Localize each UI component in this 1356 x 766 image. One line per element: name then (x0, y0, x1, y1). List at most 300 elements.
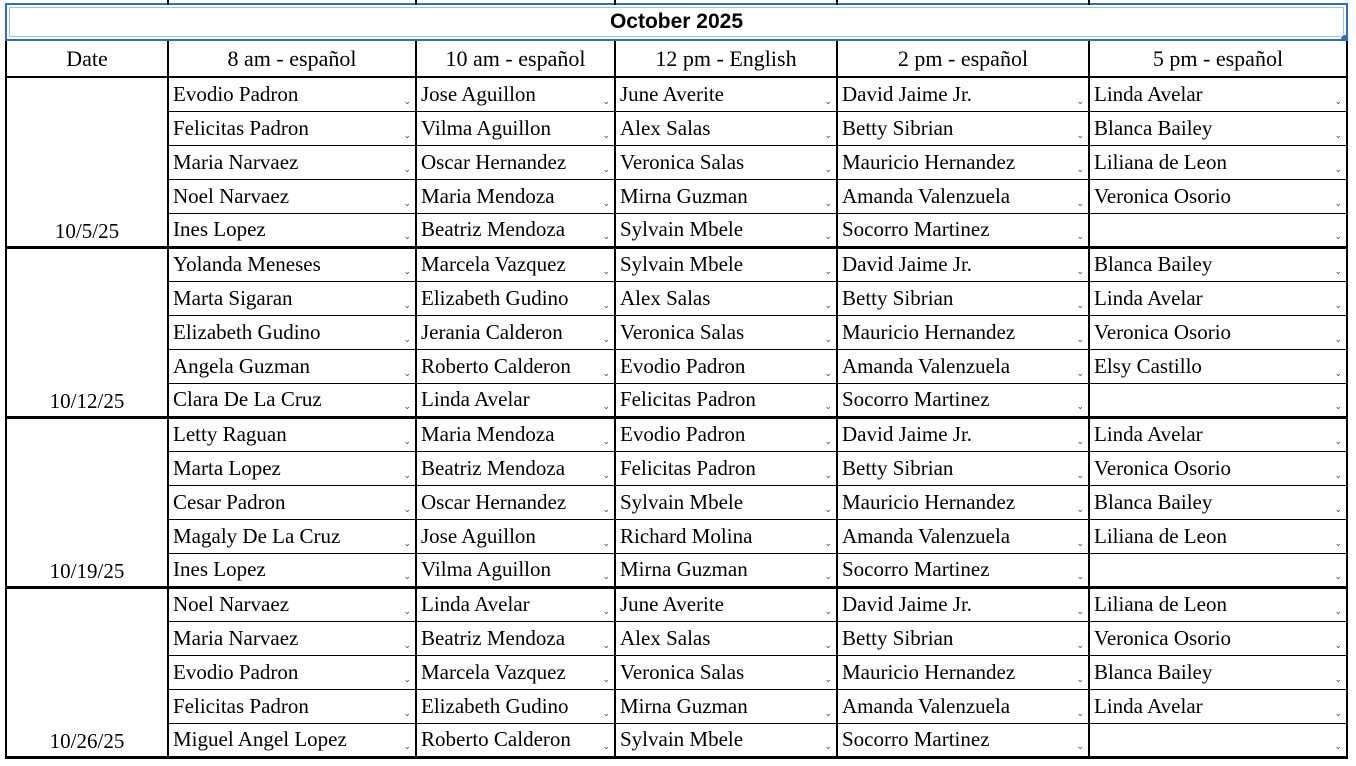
chevron-down-icon[interactable]: ⌄ (1076, 571, 1084, 582)
chevron-down-icon[interactable]: ⌄ (1334, 401, 1342, 412)
dropdown-cell-5pm[interactable] (1089, 281, 1347, 315)
cell-content (417, 486, 614, 519)
dropdown-cell-5pm[interactable] (1089, 145, 1347, 179)
dropdown-cell-12pm[interactable] (615, 553, 837, 587)
dropdown-cell-10am[interactable] (416, 723, 615, 757)
dropdown-cell-8am[interactable] (168, 723, 416, 757)
dropdown-cell-8am[interactable] (168, 519, 416, 553)
dropdown-cell-5pm[interactable] (1089, 723, 1347, 757)
header-8am[interactable]: 8 am - español (168, 40, 416, 77)
cell-content (1090, 249, 1346, 281)
cell-content (169, 486, 415, 519)
chevron-down-icon[interactable]: ⌄ (602, 674, 610, 685)
date-cell[interactable] (6, 315, 168, 349)
volunteer-name: Angela Guzman (173, 353, 311, 378)
dropdown-cell-8am[interactable] (168, 281, 416, 315)
cell-content (169, 146, 415, 179)
chevron-down-icon[interactable]: ⌄ (602, 640, 610, 651)
dropdown-cell-12pm[interactable] (615, 689, 837, 723)
dropdown-cell-5pm[interactable] (1089, 77, 1347, 111)
date-cell[interactable] (6, 179, 168, 213)
chevron-down-icon[interactable]: ⌄ (1076, 538, 1084, 549)
chevron-down-icon[interactable]: ⌄ (824, 674, 832, 685)
header-2pm[interactable]: 2 pm - español (837, 40, 1089, 77)
dropdown-cell-2pm[interactable] (837, 689, 1089, 723)
chevron-down-icon[interactable]: ⌄ (1334, 334, 1342, 345)
cell-content (169, 656, 415, 689)
dropdown-cell-8am[interactable] (168, 315, 416, 349)
volunteer-name: Sylvain Mbele (620, 217, 744, 241)
dropdown-cell-5pm[interactable] (1089, 213, 1347, 247)
dropdown-cell-10am[interactable] (416, 621, 615, 655)
chevron-down-icon[interactable]: ⌄ (602, 606, 610, 617)
chevron-down-icon[interactable]: ⌄ (824, 334, 832, 345)
volunteer-name: Linda Avelar (1094, 693, 1203, 718)
cell-content (417, 724, 614, 756)
dropdown-cell-2pm[interactable] (837, 655, 1089, 689)
chevron-down-icon[interactable]: ⌄ (1334, 164, 1342, 175)
chevron-down-icon[interactable]: ⌄ (602, 164, 610, 175)
chevron-down-icon[interactable]: ⌄ (1334, 266, 1342, 277)
dropdown-cell-10am[interactable] (416, 655, 615, 689)
dropdown-cell-12pm[interactable] (615, 723, 837, 757)
date-cell[interactable] (6, 485, 168, 519)
chevron-down-icon[interactable]: ⌄ (1076, 674, 1084, 685)
dropdown-cell-10am[interactable] (416, 145, 615, 179)
dropdown-cell-5pm[interactable] (1089, 111, 1347, 145)
dropdown-cell-5pm[interactable] (1089, 179, 1347, 213)
volunteer-name: Amanda Valenzuela (842, 523, 1011, 548)
chevron-down-icon[interactable]: ⌄ (824, 198, 832, 209)
dropdown-cell-12pm[interactable] (615, 145, 837, 179)
date-label: 10/5/25 (54, 218, 120, 243)
volunteer-name: Liliana de Leon (1094, 592, 1227, 616)
dropdown-cell-5pm[interactable] (1089, 383, 1347, 417)
dropdown-cell-8am[interactable] (168, 485, 416, 519)
dropdown-cell-12pm[interactable] (615, 519, 837, 553)
volunteer-name: Linda Avelar (1094, 422, 1203, 446)
dropdown-cell-2pm[interactable] (837, 247, 1089, 281)
chevron-down-icon[interactable]: ⌄ (403, 198, 411, 209)
dropdown-cell-8am[interactable] (168, 451, 416, 485)
header-date[interactable]: Date (6, 40, 168, 77)
chevron-down-icon[interactable]: ⌄ (1334, 198, 1342, 209)
cell-content (1090, 146, 1346, 179)
chevron-down-icon[interactable]: ⌄ (1076, 130, 1084, 141)
date-cell[interactable] (6, 553, 168, 587)
chevron-down-icon[interactable]: ⌄ (1334, 538, 1342, 549)
dropdown-cell-2pm[interactable] (837, 179, 1089, 213)
chevron-down-icon[interactable]: ⌄ (602, 436, 610, 447)
cell-content (616, 78, 836, 111)
dropdown-cell-2pm[interactable] (837, 621, 1089, 655)
volunteer-name: Letty Raguan (173, 422, 287, 446)
table-row (6, 485, 1347, 519)
dropdown-cell-12pm[interactable] (615, 621, 837, 655)
volunteer-name: Jerania Calderon (421, 319, 563, 344)
chevron-down-icon[interactable]: ⌄ (602, 231, 610, 242)
dropdown-cell-8am[interactable] (168, 179, 416, 213)
chevron-down-icon[interactable]: ⌄ (403, 401, 411, 412)
table-row (6, 553, 1347, 587)
chevron-down-icon[interactable]: ⌄ (824, 741, 832, 752)
chevron-down-icon[interactable]: ⌄ (824, 708, 832, 719)
chevron-down-icon[interactable]: ⌄ (602, 96, 610, 107)
chevron-down-icon[interactable]: ⌄ (403, 231, 411, 242)
header-5pm[interactable]: 5 pm - español (1089, 40, 1347, 77)
volunteer-name: Mirna Guzman (620, 183, 748, 208)
chevron-down-icon[interactable]: ⌄ (824, 368, 832, 379)
chevron-down-icon[interactable]: ⌄ (1334, 504, 1342, 515)
dropdown-cell-2pm[interactable] (837, 417, 1089, 451)
chevron-down-icon[interactable]: ⌄ (1076, 436, 1084, 447)
dropdown-cell-8am[interactable] (168, 383, 416, 417)
chevron-down-icon[interactable]: ⌄ (602, 368, 610, 379)
dropdown-cell-8am[interactable] (168, 349, 416, 383)
cell-content (838, 112, 1088, 145)
chevron-down-icon[interactable]: ⌄ (403, 266, 411, 277)
dropdown-cell-2pm[interactable] (837, 519, 1089, 553)
chevron-down-icon[interactable]: ⌄ (824, 401, 832, 412)
date-cell[interactable] (6, 77, 168, 111)
table-row (6, 587, 1347, 621)
dropdown-cell-8am[interactable] (168, 553, 416, 587)
volunteer-name: Roberto Calderon (421, 727, 571, 751)
chevron-down-icon[interactable]: ⌄ (1334, 470, 1342, 481)
dropdown-cell-8am[interactable] (168, 145, 416, 179)
chevron-down-icon[interactable]: ⌄ (824, 164, 832, 175)
volunteer-name: Amanda Valenzuela (842, 183, 1011, 208)
chevron-down-icon[interactable]: ⌄ (1076, 708, 1084, 719)
chevron-down-icon[interactable]: ⌄ (1334, 231, 1342, 242)
chevron-down-icon[interactable]: ⌄ (1076, 164, 1084, 175)
dropdown-cell-2pm[interactable] (837, 553, 1089, 587)
dropdown-cell-2pm[interactable] (837, 145, 1089, 179)
dropdown-cell-5pm[interactable] (1089, 621, 1347, 655)
dropdown-cell-2pm[interactable] (837, 213, 1089, 247)
cell-content (417, 419, 614, 451)
chevron-down-icon[interactable]: ⌄ (1334, 368, 1342, 379)
cell-content (169, 78, 415, 111)
chevron-down-icon[interactable]: ⌄ (1076, 470, 1084, 481)
chevron-down-icon[interactable]: ⌄ (1334, 674, 1342, 685)
chevron-down-icon[interactable]: ⌄ (602, 538, 610, 549)
chevron-down-icon[interactable]: ⌄ (403, 674, 411, 685)
cell-content (1090, 452, 1346, 485)
dropdown-cell-8am[interactable] (168, 689, 416, 723)
chevron-down-icon[interactable]: ⌄ (602, 334, 610, 345)
chevron-down-icon[interactable]: ⌄ (824, 571, 832, 582)
dropdown-cell-10am[interactable] (416, 519, 615, 553)
chevron-down-icon[interactable]: ⌄ (403, 741, 411, 752)
cell-content (838, 724, 1088, 756)
cell-content (616, 146, 836, 179)
chevron-down-icon[interactable]: ⌄ (1076, 198, 1084, 209)
chevron-down-icon[interactable]: ⌄ (403, 708, 411, 719)
dropdown-cell-10am[interactable] (416, 451, 615, 485)
volunteer-name: Evodio Padron (173, 659, 299, 684)
dropdown-cell-8am[interactable] (168, 587, 416, 621)
header-12pm[interactable]: 12 pm - English (615, 40, 837, 77)
chevron-down-icon[interactable]: ⌄ (403, 436, 411, 447)
cell-content (616, 419, 836, 451)
chevron-down-icon[interactable]: ⌄ (403, 571, 411, 582)
volunteer-name: Mauricio Hernandez (842, 319, 1016, 344)
dropdown-cell-12pm[interactable] (615, 111, 837, 145)
dropdown-cell-5pm[interactable] (1089, 485, 1347, 519)
volunteer-name: Mirna Guzman (620, 693, 748, 718)
date-cell[interactable] (6, 247, 168, 281)
volunteer-name: Marcela Vazquez (421, 659, 566, 684)
cell-content (838, 78, 1088, 111)
title-cell[interactable] (6, 4, 1347, 40)
volunteer-name: Ines Lopez (173, 217, 266, 241)
dropdown-cell-10am[interactable] (416, 315, 615, 349)
dropdown-cell-10am[interactable] (416, 689, 615, 723)
chevron-down-icon[interactable]: ⌄ (824, 436, 832, 447)
chevron-down-icon[interactable]: ⌄ (1076, 334, 1084, 345)
dropdown-cell-5pm[interactable] (1089, 655, 1347, 689)
volunteer-name: David Jaime Jr. (842, 81, 973, 106)
date-cell[interactable] (6, 213, 168, 247)
date-cell[interactable] (6, 451, 168, 485)
dropdown-cell-10am[interactable] (416, 213, 615, 247)
chevron-down-icon[interactable]: ⌄ (1076, 368, 1084, 379)
dropdown-cell-5pm[interactable] (1089, 553, 1347, 587)
dropdown-cell-5pm[interactable] (1089, 315, 1347, 349)
cell-content (616, 690, 836, 723)
chevron-down-icon[interactable]: ⌄ (1076, 231, 1084, 242)
dropdown-cell-12pm[interactable] (615, 349, 837, 383)
dropdown-cell-12pm[interactable] (615, 281, 837, 315)
volunteer-name: Ines Lopez (173, 557, 266, 581)
volunteer-name: Mauricio Hernandez (842, 149, 1016, 174)
chevron-down-icon[interactable]: ⌄ (1334, 571, 1342, 582)
header-10am[interactable]: 10 am - español (416, 40, 615, 77)
dropdown-cell-12pm[interactable] (615, 417, 837, 451)
date-cell[interactable] (6, 145, 168, 179)
volunteer-name: Maria Narvaez (173, 149, 299, 174)
chevron-down-icon[interactable]: ⌄ (1076, 266, 1084, 277)
cell-content (417, 622, 614, 655)
date-cell[interactable] (6, 383, 168, 417)
chevron-down-icon[interactable]: ⌄ (403, 334, 411, 345)
dropdown-cell-8am[interactable] (168, 417, 416, 451)
chevron-down-icon[interactable]: ⌄ (824, 470, 832, 481)
sheet-title: October 2025 (609, 10, 744, 33)
chevron-down-icon[interactable]: ⌄ (602, 504, 610, 515)
chevron-down-icon[interactable]: ⌄ (1334, 436, 1342, 447)
chevron-down-icon[interactable]: ⌄ (824, 130, 832, 141)
date-cell[interactable] (6, 587, 168, 621)
chevron-down-icon[interactable]: ⌄ (824, 606, 832, 617)
dropdown-cell-5pm[interactable] (1089, 587, 1347, 621)
dropdown-cell-12pm[interactable] (615, 77, 837, 111)
chevron-down-icon[interactable]: ⌄ (602, 198, 610, 209)
table-row (6, 179, 1347, 213)
dropdown-cell-8am[interactable] (168, 77, 416, 111)
chevron-down-icon[interactable]: ⌄ (602, 266, 610, 277)
dropdown-cell-2pm[interactable] (837, 111, 1089, 145)
date-cell[interactable] (6, 689, 168, 723)
dropdown-cell-10am[interactable] (416, 77, 615, 111)
chevron-down-icon[interactable]: ⌄ (403, 504, 411, 515)
date-cell[interactable] (6, 281, 168, 315)
chevron-down-icon[interactable]: ⌄ (1334, 96, 1342, 107)
chevron-down-icon[interactable]: ⌄ (1334, 640, 1342, 651)
chevron-down-icon[interactable]: ⌄ (1076, 300, 1084, 311)
chevron-down-icon[interactable]: ⌄ (1076, 504, 1084, 515)
chevron-down-icon[interactable]: ⌄ (824, 96, 832, 107)
dropdown-cell-2pm[interactable] (837, 383, 1089, 417)
dropdown-cell-12pm[interactable] (615, 213, 837, 247)
chevron-down-icon[interactable]: ⌄ (403, 640, 411, 651)
volunteer-name: Blanca Bailey (1094, 252, 1213, 276)
dropdown-cell-5pm[interactable] (1089, 519, 1347, 553)
cell-content (616, 350, 836, 383)
volunteer-name: David Jaime Jr. (842, 422, 973, 446)
chevron-down-icon[interactable]: ⌄ (403, 368, 411, 379)
chevron-down-icon[interactable]: ⌄ (403, 300, 411, 311)
chevron-down-icon[interactable]: ⌄ (1076, 741, 1084, 752)
chevron-down-icon[interactable]: ⌄ (1076, 96, 1084, 107)
chevron-down-icon[interactable]: ⌄ (824, 231, 832, 242)
chevron-down-icon[interactable]: ⌄ (403, 96, 411, 107)
dropdown-cell-8am[interactable] (168, 247, 416, 281)
cell-content (838, 520, 1088, 553)
cell-content (838, 350, 1088, 383)
dropdown-cell-8am[interactable] (168, 621, 416, 655)
dropdown-cell-10am[interactable] (416, 485, 615, 519)
dropdown-cell-5pm[interactable] (1089, 417, 1347, 451)
volunteer-name: Elizabeth Gudino (421, 285, 569, 310)
volunteer-name: Veronica Osorio (1094, 455, 1232, 480)
volunteer-name: Yolanda Meneses (173, 252, 321, 276)
chevron-down-icon[interactable]: ⌄ (1334, 130, 1342, 141)
dropdown-cell-2pm[interactable] (837, 349, 1089, 383)
chevron-down-icon[interactable]: ⌄ (602, 130, 610, 141)
date-cell[interactable] (6, 723, 168, 757)
cell-content (1090, 589, 1346, 621)
cell-content (169, 316, 415, 349)
cell-content (616, 180, 836, 213)
chevron-down-icon[interactable]: ⌄ (403, 606, 411, 617)
chevron-down-icon[interactable]: ⌄ (1076, 606, 1084, 617)
chevron-down-icon[interactable]: ⌄ (602, 741, 610, 752)
dropdown-cell-2pm[interactable] (837, 315, 1089, 349)
chevron-down-icon[interactable]: ⌄ (824, 538, 832, 549)
chevron-down-icon[interactable]: ⌄ (824, 640, 832, 651)
date-cell[interactable] (6, 621, 168, 655)
cell-content (838, 589, 1088, 621)
dropdown-cell-10am[interactable] (416, 587, 615, 621)
cell-content (1090, 350, 1346, 383)
dropdown-cell-8am[interactable] (168, 111, 416, 145)
dropdown-cell-12pm[interactable] (615, 655, 837, 689)
chevron-down-icon[interactable]: ⌄ (403, 164, 411, 175)
dropdown-cell-12pm[interactable] (615, 179, 837, 213)
cell-content (169, 350, 415, 383)
dropdown-cell-5pm[interactable] (1089, 451, 1347, 485)
chevron-down-icon[interactable]: ⌄ (403, 538, 411, 549)
dropdown-cell-8am[interactable] (168, 213, 416, 247)
dropdown-cell-10am[interactable] (416, 247, 615, 281)
dropdown-cell-2pm[interactable] (837, 587, 1089, 621)
dropdown-cell-10am[interactable] (416, 111, 615, 145)
dropdown-cell-12pm[interactable] (615, 383, 837, 417)
chevron-down-icon[interactable]: ⌄ (403, 470, 411, 481)
chevron-down-icon[interactable]: ⌄ (602, 401, 610, 412)
dropdown-cell-5pm[interactable] (1089, 349, 1347, 383)
chevron-down-icon[interactable]: ⌄ (1334, 708, 1342, 719)
dropdown-cell-10am[interactable] (416, 179, 615, 213)
volunteer-name: Veronica Salas (620, 659, 745, 684)
dropdown-cell-2pm[interactable] (837, 451, 1089, 485)
chevron-down-icon[interactable]: ⌄ (1334, 300, 1342, 311)
cell-content (169, 384, 415, 416)
chevron-down-icon[interactable]: ⌄ (602, 571, 610, 582)
dropdown-cell-12pm[interactable] (615, 315, 837, 349)
cell-content (1090, 690, 1346, 723)
dropdown-cell-5pm[interactable] (1089, 247, 1347, 281)
chevron-down-icon[interactable]: ⌄ (1076, 640, 1084, 651)
date-cell[interactable] (6, 519, 168, 553)
cell-content (838, 214, 1088, 246)
chevron-down-icon[interactable]: ⌄ (602, 300, 610, 311)
dropdown-cell-12pm[interactable] (615, 485, 837, 519)
chevron-down-icon[interactable]: ⌄ (824, 300, 832, 311)
date-cell[interactable] (6, 417, 168, 451)
volunteer-name: Socorro Martinez (842, 727, 990, 751)
table-row (6, 723, 1347, 757)
date-cell[interactable] (6, 655, 168, 689)
dropdown-cell-12pm[interactable] (615, 451, 837, 485)
chevron-down-icon[interactable]: ⌄ (602, 470, 610, 481)
dropdown-cell-10am[interactable] (416, 349, 615, 383)
dropdown-cell-2pm[interactable] (837, 485, 1089, 519)
chevron-down-icon[interactable]: ⌄ (1334, 741, 1342, 752)
cell-content (616, 520, 836, 553)
dropdown-cell-10am[interactable] (416, 417, 615, 451)
cell-content (417, 214, 614, 246)
table-row (6, 621, 1347, 655)
date-cell[interactable] (6, 349, 168, 383)
dropdown-cell-12pm[interactable] (615, 247, 837, 281)
chevron-down-icon[interactable]: ⌄ (1334, 606, 1342, 617)
cell-content (838, 249, 1088, 281)
chevron-down-icon[interactable]: ⌄ (403, 130, 411, 141)
chevron-down-icon[interactable]: ⌄ (1076, 401, 1084, 412)
dropdown-cell-2pm[interactable] (837, 723, 1089, 757)
volunteer-name: Beatriz Mendoza (421, 455, 566, 480)
volunteer-name: Linda Avelar (1094, 81, 1203, 106)
dropdown-cell-12pm[interactable] (615, 587, 837, 621)
dropdown-cell-8am[interactable] (168, 655, 416, 689)
cell-content (1090, 78, 1346, 111)
volunteer-name: Vilma Aguillon (421, 557, 551, 581)
dropdown-cell-10am[interactable] (416, 553, 615, 587)
dropdown-cell-10am[interactable] (416, 281, 615, 315)
chevron-down-icon[interactable]: ⌄ (824, 266, 832, 277)
date-cell[interactable] (6, 111, 168, 145)
dropdown-cell-5pm[interactable] (1089, 689, 1347, 723)
dropdown-cell-2pm[interactable] (837, 77, 1089, 111)
dropdown-cell-2pm[interactable] (837, 281, 1089, 315)
chevron-down-icon[interactable]: ⌄ (824, 504, 832, 515)
cell-content (838, 316, 1088, 349)
chevron-down-icon[interactable]: ⌄ (602, 708, 610, 719)
dropdown-cell-10am[interactable] (416, 383, 615, 417)
